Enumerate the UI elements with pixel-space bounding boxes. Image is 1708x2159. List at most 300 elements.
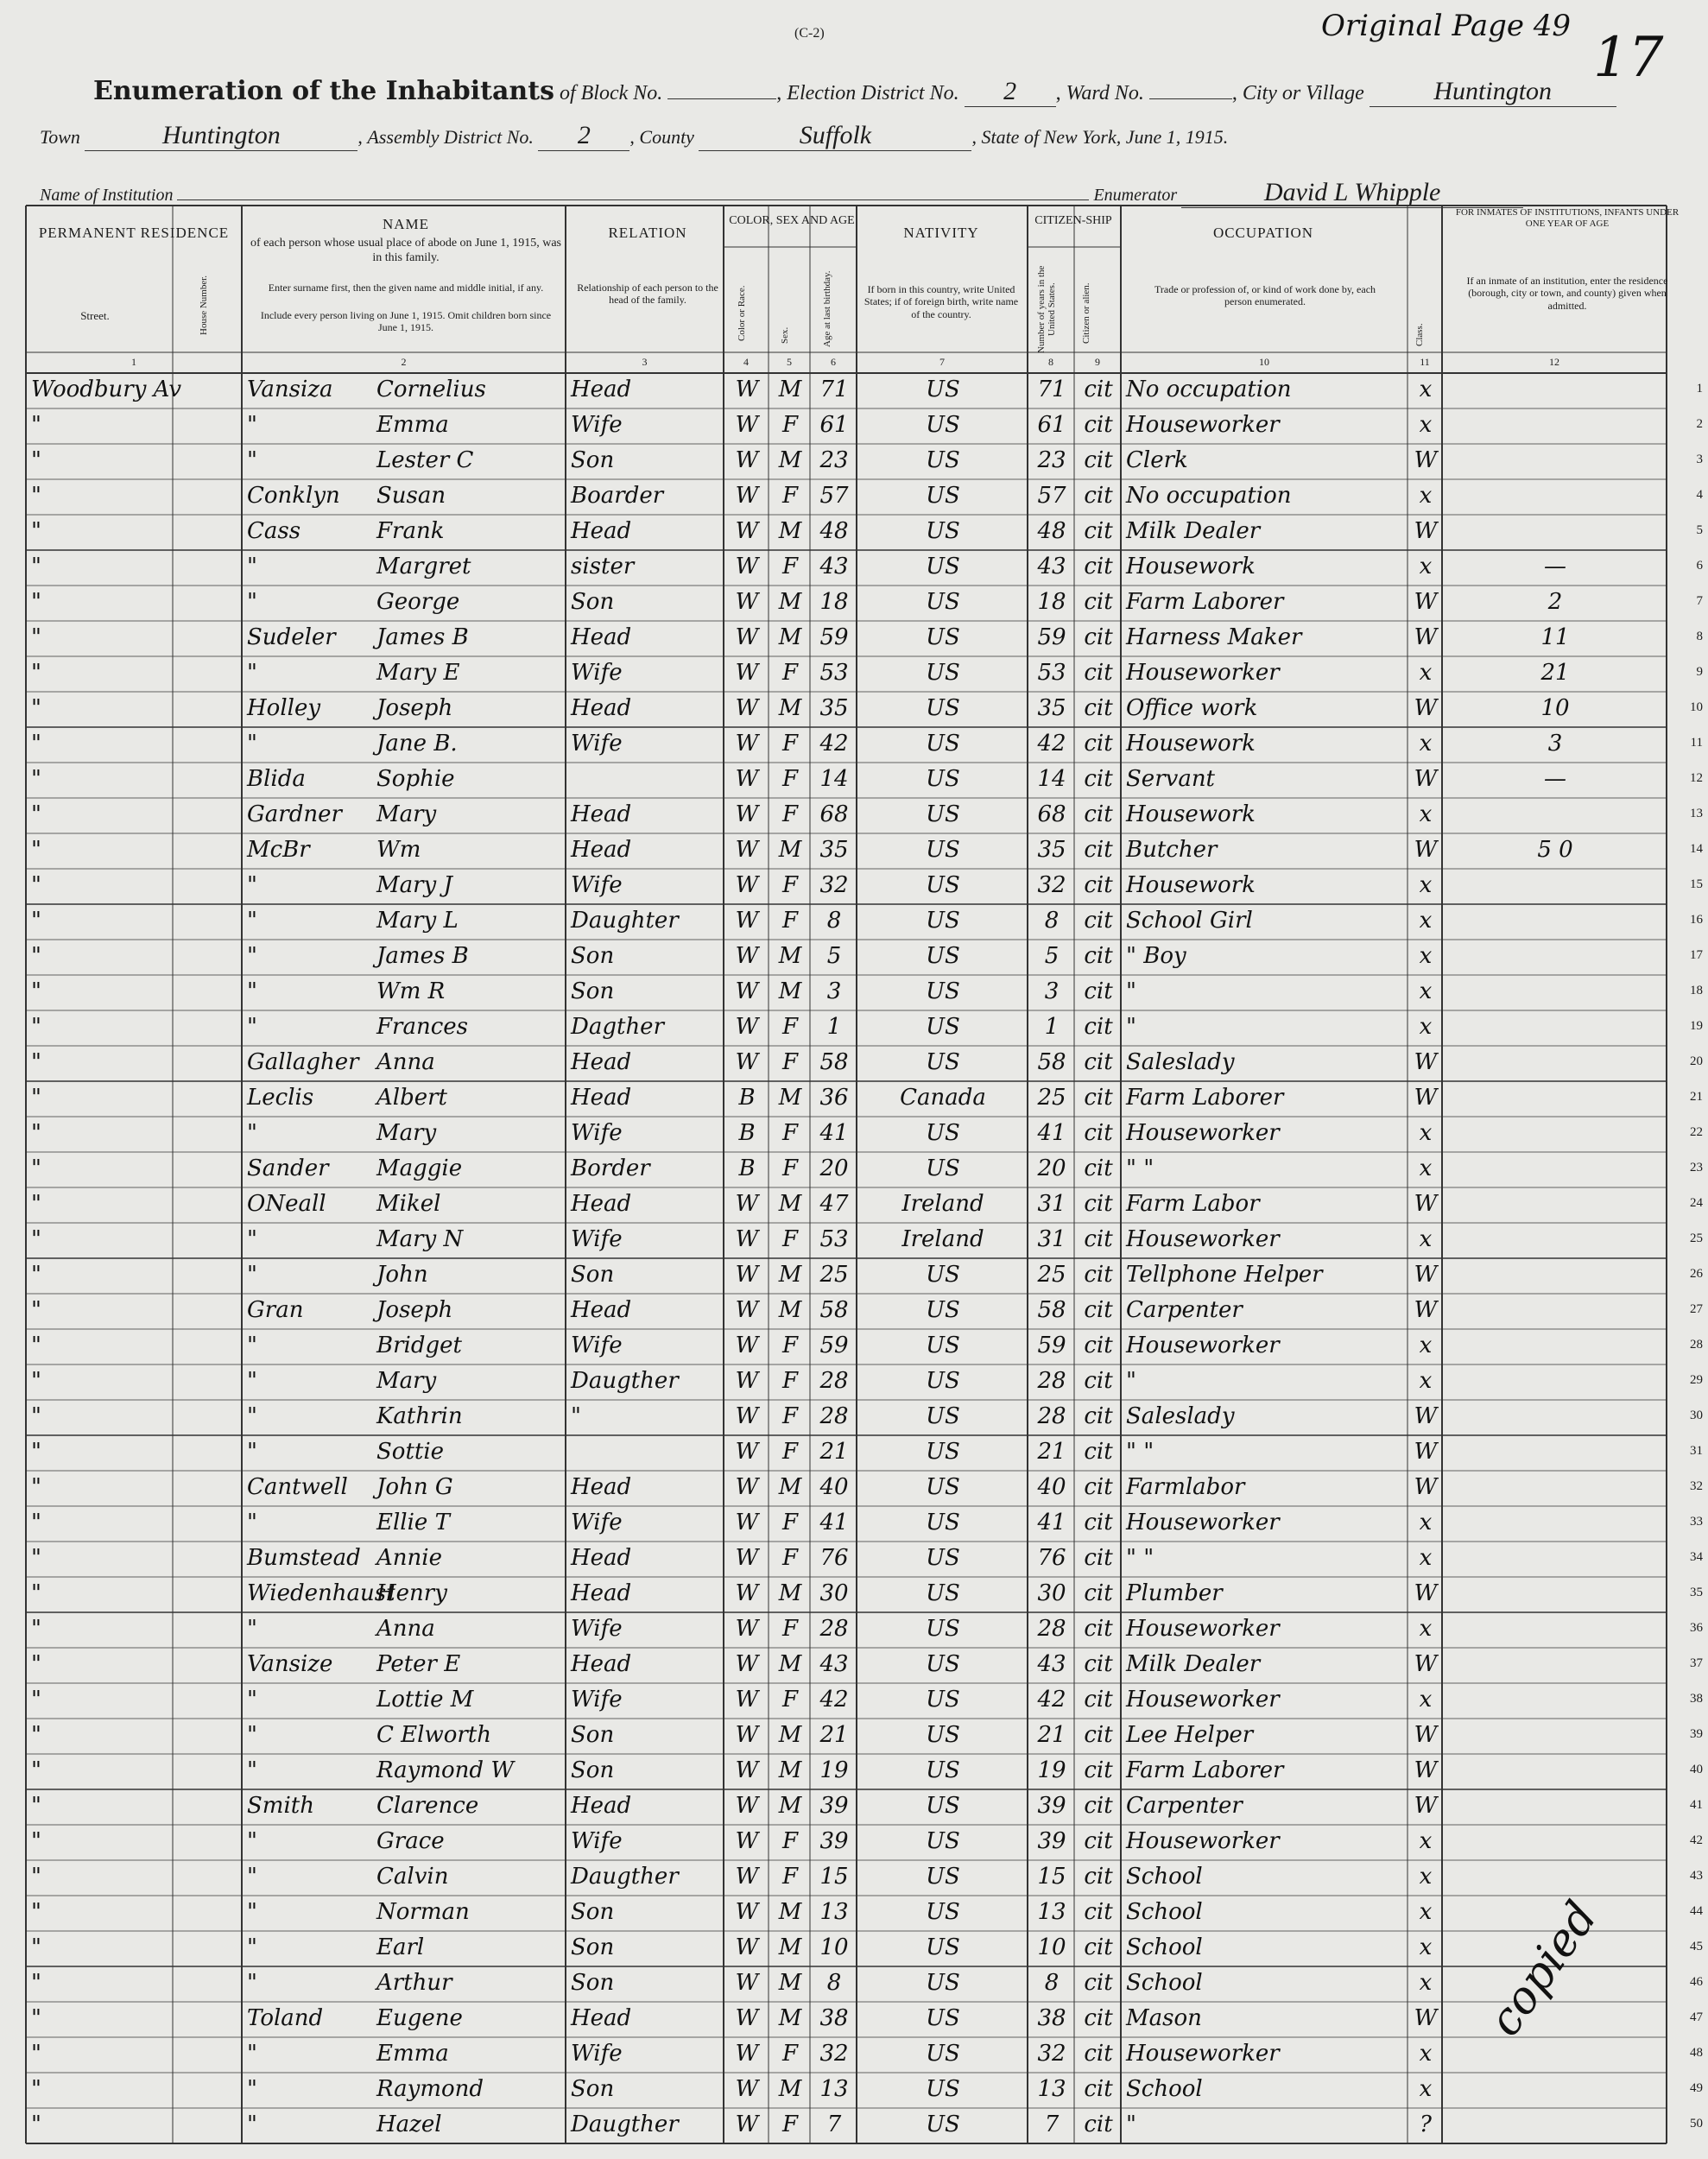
occupation-cell: Farm Laborer	[1126, 1085, 1284, 1111]
occupation-cell: " "	[1126, 1439, 1154, 1465]
color-cell: B	[738, 1155, 756, 1181]
citizen-cell: cit	[1084, 1403, 1113, 1429]
occupation-cell: Farm Laborer	[1126, 589, 1284, 615]
institution-label: Name of Institution	[40, 186, 174, 205]
class-cell: x	[1419, 1333, 1433, 1358]
age-cell: 7	[826, 2112, 842, 2137]
column-number: 2	[401, 356, 407, 368]
citizen-cell: cit	[1084, 1580, 1113, 1606]
years-cell: 21	[1037, 1439, 1066, 1465]
citizen-cell: cit	[1084, 1722, 1113, 1748]
sex-cell: M	[778, 978, 802, 1004]
header-name: NAME	[382, 216, 430, 232]
class-cell: W	[1414, 589, 1438, 615]
street-cell: "	[31, 1403, 41, 1429]
sex-cell: M	[778, 1474, 802, 1500]
class-cell: x	[1419, 1934, 1433, 1960]
sex-cell: M	[778, 1297, 802, 1323]
color-cell: W	[735, 872, 759, 898]
class-cell: W	[1414, 1793, 1438, 1819]
color-cell: B	[738, 1085, 756, 1111]
row-number: 1	[1696, 382, 1703, 396]
street-cell: "	[31, 518, 41, 544]
age-cell: 71	[819, 377, 849, 402]
age-cell: 5	[826, 943, 842, 969]
street-cell: "	[31, 1757, 41, 1783]
occupation-cell: Houseworker	[1126, 1226, 1280, 1252]
class-cell: x	[1419, 1120, 1433, 1146]
color-cell: W	[735, 766, 759, 792]
age-cell: 3	[826, 978, 842, 1004]
given-name-cell: Lottie M	[376, 1687, 474, 1713]
age-cell: 43	[819, 554, 849, 579]
occupation-cell: Saleslady	[1126, 1403, 1235, 1429]
age-cell: 68	[819, 801, 849, 827]
nativity-cell: US	[926, 837, 960, 863]
color-cell: W	[735, 589, 759, 615]
row-number: 10	[1690, 700, 1703, 714]
color-cell: W	[735, 624, 759, 650]
years-cell: 28	[1037, 1403, 1066, 1429]
row-number: 40	[1690, 1763, 1703, 1776]
town-value: Huntington	[85, 121, 357, 151]
citizen-cell: cit	[1084, 2005, 1113, 2031]
given-name-cell: Grace	[376, 1828, 445, 1854]
row-number: 50	[1690, 2117, 1703, 2131]
column-number: 12	[1549, 356, 1559, 368]
street-cell: "	[31, 1226, 41, 1252]
assembly-label: Assembly District No.	[367, 126, 534, 148]
years-cell: 25	[1037, 1262, 1066, 1288]
occupation-cell: Farm Laborer	[1126, 1757, 1284, 1783]
color-cell: W	[735, 1934, 759, 1960]
given-name-cell: Sophie	[376, 766, 455, 792]
years-cell: 21	[1037, 1722, 1066, 1748]
sex-cell: M	[778, 1722, 802, 1748]
street-cell: "	[31, 872, 41, 898]
nativity-cell: US	[926, 2076, 960, 2102]
nativity-cell: US	[926, 801, 960, 827]
row-number: 47	[1690, 2010, 1703, 2024]
inmate-cell: 3	[1547, 731, 1563, 757]
relation-cell: Daugther	[571, 1368, 679, 1394]
street-cell: "	[31, 1333, 41, 1358]
nativity-cell: US	[926, 1580, 960, 1606]
given-name-cell: Calvin	[376, 1864, 449, 1890]
age-cell: 8	[826, 908, 842, 934]
years-cell: 8	[1044, 1970, 1060, 1996]
surname-cell: Cantwell	[247, 1474, 348, 1500]
surname-cell: "	[247, 1970, 257, 1996]
row-number: 14	[1690, 842, 1703, 856]
years-cell: 48	[1037, 518, 1066, 544]
color-cell: W	[735, 483, 759, 509]
color-cell: W	[735, 1262, 759, 1288]
relation-cell: Head	[571, 2005, 632, 2031]
nativity-cell: US	[926, 978, 960, 1004]
row-number: 43	[1690, 1869, 1703, 1883]
header-residence: PERMANENT RESIDENCE	[38, 225, 230, 241]
years-cell: 71	[1037, 377, 1066, 402]
row-number: 26	[1690, 1267, 1703, 1281]
sex-cell: F	[781, 554, 799, 579]
inmate-cell: 10	[1540, 695, 1570, 721]
surname-cell: "	[247, 1899, 257, 1925]
years-cell: 14	[1037, 766, 1066, 792]
row-number: 35	[1690, 1586, 1703, 1599]
nativity-cell: US	[926, 1439, 960, 1465]
surname-cell: Toland	[247, 2005, 324, 2031]
state-line: State of New York, June 1, 1915.	[981, 126, 1229, 148]
class-cell: W	[1414, 1049, 1438, 1075]
relation-cell: Son	[571, 589, 615, 615]
occupation-cell: Mason	[1126, 2005, 1202, 2031]
citizen-cell: cit	[1084, 1333, 1113, 1358]
nativity-cell: US	[926, 1934, 960, 1960]
class-cell: x	[1419, 1616, 1433, 1642]
citizen-cell: cit	[1084, 1687, 1113, 1713]
relation-cell: "	[571, 1403, 581, 1429]
class-cell: x	[1419, 1970, 1433, 1996]
color-cell: W	[735, 1864, 759, 1890]
age-cell: 28	[819, 1403, 849, 1429]
street-cell: "	[31, 766, 41, 792]
class-cell: W	[1414, 695, 1438, 721]
sex-cell: F	[781, 660, 799, 686]
years-cell: 41	[1037, 1510, 1066, 1535]
years-cell: 31	[1037, 1191, 1066, 1217]
row-number: 49	[1690, 2081, 1703, 2095]
citizen-cell: cit	[1084, 589, 1113, 615]
given-name-cell: Albert	[376, 1085, 447, 1111]
given-name-cell: Mary L	[376, 908, 459, 934]
nativity-cell: US	[926, 1510, 960, 1535]
relation-cell: Wife	[571, 412, 623, 438]
class-cell: W	[1414, 1580, 1438, 1606]
occupation-cell: Plumber	[1126, 1580, 1223, 1606]
nativity-cell: US	[926, 1474, 960, 1500]
document-title: Enumeration of the Inhabitants	[93, 76, 554, 106]
row-number: 30	[1690, 1409, 1703, 1422]
sex-cell: F	[781, 1155, 799, 1181]
street-cell: "	[31, 624, 41, 650]
citizen-cell: cit	[1084, 518, 1113, 544]
header-sex: Sex.	[780, 326, 790, 344]
given-name-cell: George	[376, 589, 460, 615]
occupation-cell: Houseworker	[1126, 1333, 1280, 1358]
street-cell: "	[31, 1545, 41, 1571]
header-name-note: Enter surname first, then the given name and middle initial, if any.	[268, 282, 544, 294]
citizen-cell: cit	[1084, 2112, 1113, 2137]
surname-cell: Vansize	[247, 1651, 333, 1677]
occupation-cell: Houseworker	[1126, 660, 1280, 686]
given-name-cell: Sottie	[376, 1439, 445, 1465]
color-cell: W	[735, 518, 759, 544]
given-name-cell: John G	[376, 1474, 453, 1500]
relation-cell: Head	[571, 1580, 632, 1606]
age-cell: 25	[819, 1262, 849, 1288]
class-cell: x	[1419, 1510, 1433, 1535]
election-value: 2	[965, 77, 1056, 107]
sex-cell: M	[778, 518, 802, 544]
sex-cell: M	[778, 1085, 802, 1111]
relation-cell: Wife	[571, 1226, 623, 1252]
occupation-cell: School	[1126, 1899, 1203, 1925]
sex-cell: F	[781, 1049, 799, 1075]
given-name-cell: Emma	[376, 412, 449, 438]
occupation-cell: "	[1126, 2112, 1136, 2137]
nativity-cell: US	[926, 1828, 960, 1854]
age-cell: 13	[819, 1899, 849, 1925]
years-cell: 28	[1037, 1616, 1066, 1642]
nativity-cell: US	[926, 943, 960, 969]
surname-cell: "	[247, 412, 257, 438]
surname-cell: "	[247, 1722, 257, 1748]
header-occupation-sub: Trade or profession of, or kind of work done by, each person enumerated.	[1154, 283, 1376, 308]
corner-page-number: 17	[1593, 26, 1664, 90]
age-cell: 39	[819, 1793, 849, 1819]
nativity-cell: US	[926, 1155, 960, 1181]
relation-cell: Wife	[571, 1333, 623, 1358]
color-cell: W	[735, 908, 759, 934]
sex-cell: M	[778, 1262, 802, 1288]
sex-cell: M	[778, 837, 802, 863]
surname-cell: Gardner	[247, 801, 342, 827]
location-line: Town Huntington , Assembly District No. 2 , County Suffolk , State of New York, June 1, 1915.	[40, 121, 1229, 149]
given-name-cell: Susan	[376, 483, 446, 509]
class-cell: x	[1419, 1828, 1433, 1854]
street-cell: Woodbury Av	[31, 377, 182, 402]
row-number: 45	[1690, 1940, 1703, 1953]
color-cell: W	[735, 1403, 759, 1429]
age-cell: 20	[819, 1155, 849, 1181]
nativity-cell: US	[926, 554, 960, 579]
citizen-cell: cit	[1084, 1262, 1113, 1288]
given-name-cell: Mary N	[376, 1226, 464, 1252]
nativity-cell: US	[926, 872, 960, 898]
street-cell: "	[31, 1651, 41, 1677]
class-cell: x	[1419, 801, 1433, 827]
sex-cell: M	[778, 1757, 802, 1783]
relation-cell: Head	[571, 1793, 632, 1819]
row-number: 29	[1690, 1373, 1703, 1387]
street-cell: "	[31, 1687, 41, 1713]
occupation-cell: Houseworker	[1126, 1828, 1280, 1854]
years-cell: 23	[1037, 447, 1066, 473]
surname-cell: "	[247, 1757, 257, 1783]
row-number: 39	[1690, 1727, 1703, 1741]
years-cell: 43	[1037, 1651, 1066, 1677]
relation-cell: sister	[571, 554, 635, 579]
header-occupation: OCCUPATION	[1212, 225, 1314, 241]
citizen-cell: cit	[1084, 1616, 1113, 1642]
age-cell: 61	[819, 412, 849, 438]
nativity-cell: US	[926, 447, 960, 473]
class-cell: W	[1414, 1722, 1438, 1748]
inmate-cell: —	[1544, 554, 1566, 579]
color-cell: W	[735, 1297, 759, 1323]
citizen-cell: cit	[1084, 377, 1113, 402]
column-number: 9	[1095, 356, 1100, 368]
given-name-cell: Joseph	[376, 695, 453, 721]
nativity-cell: US	[926, 908, 960, 934]
age-cell: 41	[819, 1510, 849, 1535]
sex-cell: F	[781, 1687, 799, 1713]
relation-cell: Son	[571, 447, 615, 473]
occupation-cell: School	[1126, 2076, 1203, 2102]
block-label: of Block No.	[559, 82, 663, 104]
surname-cell: "	[247, 1014, 257, 1040]
years-cell: 59	[1037, 624, 1066, 650]
years-cell: 43	[1037, 554, 1066, 579]
given-name-cell: Mary J	[376, 872, 452, 898]
relation-cell: Border	[571, 1155, 650, 1181]
election-label: Election District No.	[787, 82, 959, 104]
occupation-cell: Houseworker	[1126, 1687, 1280, 1713]
relation-cell: Head	[571, 1474, 632, 1500]
street-cell: "	[31, 1970, 41, 1996]
class-cell: W	[1414, 1439, 1438, 1465]
surname-cell: Sander	[247, 1155, 329, 1181]
row-number: 41	[1690, 1798, 1703, 1812]
occupation-cell: Milk Dealer	[1126, 1651, 1261, 1677]
occupation-cell: "	[1126, 1014, 1136, 1040]
citizen-cell: cit	[1084, 483, 1113, 509]
class-cell: x	[1419, 872, 1433, 898]
nativity-cell: US	[926, 1120, 960, 1146]
color-cell: W	[735, 1014, 759, 1040]
years-cell: 32	[1037, 872, 1066, 898]
enumerator-value: David L Whipple	[1181, 178, 1523, 208]
class-cell: W	[1414, 1403, 1438, 1429]
occupation-cell: Clerk	[1126, 447, 1188, 473]
color-cell: W	[735, 695, 759, 721]
column-number: 1	[131, 356, 136, 368]
given-name-cell: Margret	[376, 554, 471, 579]
relation-cell: Head	[571, 1191, 632, 1217]
class-cell: x	[1419, 731, 1433, 757]
color-cell: W	[735, 554, 759, 579]
nativity-cell: US	[926, 1899, 960, 1925]
surname-cell: "	[247, 1439, 257, 1465]
nativity-cell: US	[926, 1049, 960, 1075]
age-cell: 1	[826, 1014, 842, 1040]
header-inmates-sub: If an inmate of an institution, enter the residence (borough, city or town, and county) given when admitted.	[1466, 275, 1668, 312]
occupation-cell: Office work	[1126, 695, 1258, 721]
row-number: 12	[1690, 771, 1703, 785]
citizen-cell: cit	[1084, 1297, 1113, 1323]
years-cell: 57	[1037, 483, 1066, 509]
street-cell: "	[31, 1510, 41, 1535]
citizen-cell: cit	[1084, 624, 1113, 650]
surname-cell: Smith	[247, 1793, 314, 1819]
sex-cell: F	[781, 412, 799, 438]
color-cell: W	[735, 1828, 759, 1854]
surname-cell: "	[247, 1262, 257, 1288]
row-number: 15	[1690, 877, 1703, 891]
age-cell: 59	[819, 1333, 849, 1358]
street-cell: "	[31, 908, 41, 934]
age-cell: 10	[819, 1934, 849, 1960]
relation-cell: Wife	[571, 1510, 623, 1535]
nativity-cell: US	[926, 1970, 960, 1996]
class-cell: W	[1414, 624, 1438, 650]
age-cell: 32	[819, 2041, 849, 2067]
surname-cell: McBr	[247, 837, 310, 863]
citizen-cell: cit	[1084, 1014, 1113, 1040]
sex-cell: M	[778, 1899, 802, 1925]
class-cell: W	[1414, 447, 1438, 473]
city-label: City or Village	[1242, 82, 1364, 104]
surname-cell: Wiedenhaust	[247, 1580, 395, 1606]
occupation-cell: Houseworker	[1126, 412, 1280, 438]
surname-cell: "	[247, 1510, 257, 1535]
age-cell: 39	[819, 1828, 849, 1854]
row-number: 32	[1690, 1479, 1703, 1493]
class-cell: x	[1419, 1687, 1433, 1713]
color-cell: W	[735, 412, 759, 438]
inmate-cell: 21	[1540, 660, 1570, 686]
relation-cell: Wife	[571, 1828, 623, 1854]
citizen-cell: cit	[1084, 1226, 1113, 1252]
title-line: Enumeration of the Inhabitants of Block No. , Election District No. 2 , Ward No. , City or Village Huntington	[93, 76, 1616, 107]
sex-cell: M	[778, 1934, 802, 1960]
relation-cell: Son	[571, 978, 615, 1004]
row-number: 24	[1690, 1196, 1703, 1210]
occupation-cell: "	[1126, 1368, 1136, 1394]
column-number: 10	[1259, 356, 1269, 368]
citizen-cell: cit	[1084, 412, 1113, 438]
header-citizen-alien: Citizen or alien.	[1081, 282, 1091, 345]
age-cell: 43	[819, 1651, 849, 1677]
color-cell: W	[735, 2076, 759, 2102]
form-code: (C-2)	[794, 26, 825, 41]
surname-cell: Gallagher	[247, 1049, 359, 1075]
age-cell: 42	[819, 731, 849, 757]
age-cell: 40	[819, 1474, 849, 1500]
sex-cell: M	[778, 1793, 802, 1819]
column-number: 8	[1048, 356, 1053, 368]
years-cell: 30	[1037, 1580, 1066, 1606]
citizen-cell: cit	[1084, 1864, 1113, 1890]
surname-cell: "	[247, 2041, 257, 2067]
age-cell: 19	[819, 1757, 849, 1783]
class-cell: x	[1419, 1155, 1433, 1181]
age-cell: 76	[819, 1545, 849, 1571]
occupation-cell: Houseworker	[1126, 1616, 1280, 1642]
given-name-cell: Mary	[376, 801, 437, 827]
sex-cell: M	[778, 1651, 802, 1677]
given-name-cell: Earl	[376, 1934, 425, 1960]
age-cell: 58	[819, 1049, 849, 1075]
citizen-cell: cit	[1084, 1368, 1113, 1394]
occupation-cell: " Boy	[1126, 943, 1186, 969]
age-cell: 48	[819, 518, 849, 544]
occupation-cell: Servant	[1126, 766, 1216, 792]
sex-cell: F	[781, 872, 799, 898]
occupation-cell: School	[1126, 1934, 1203, 1960]
relation-cell: Son	[571, 943, 615, 969]
column-number: 3	[642, 356, 648, 368]
class-cell: x	[1419, 1899, 1433, 1925]
color-cell: W	[735, 660, 759, 686]
sex-cell: F	[781, 1545, 799, 1571]
citizen-cell: cit	[1084, 1757, 1113, 1783]
header-nativity-sub: If born in this country, write United States; if of foreign birth, write name of the country.	[863, 283, 1019, 320]
years-cell: 53	[1037, 660, 1066, 686]
given-name-cell: Raymond W	[376, 1757, 515, 1783]
header-house-number: House Number.	[199, 275, 209, 335]
